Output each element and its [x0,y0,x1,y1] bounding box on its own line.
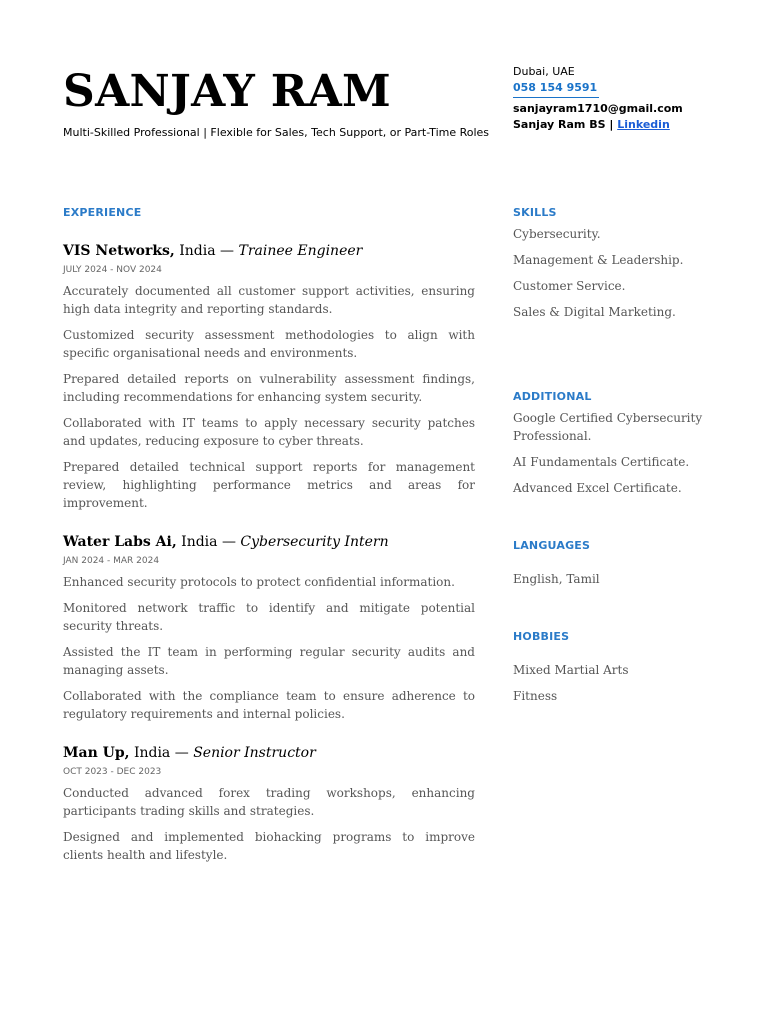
hobbies-section [513,629,743,713]
skill-item: Cybersecurity. [513,227,601,241]
job-company: VIS Networks, [63,243,175,259]
job-bullet: Prepared detailed reports on vulnerability assessment findings, including recommendations for enhancing system security. [63,372,475,404]
job-location: India — [174,243,239,259]
job-location: India — [176,534,241,550]
phone-link[interactable]: 058 154 9591 [513,81,598,94]
job-bullet: Customized security assessment methodologies to align with specific organisational needs and environments. [63,328,475,360]
profile-name: Sanjay Ram BS | [513,118,614,131]
job-bullet: Enhanced security protocols to protect confidential information. [63,575,455,589]
tagline: Multi-Skilled Professional | Flexible for Sales, Tech Support, or Part-Time Roles [63,126,490,139]
linkedin-link[interactable]: Linkedin [617,118,670,131]
job-bullet: Conducted advanced forex trading workshops, enhancing participants trading skills and strategies. [63,786,475,818]
skill-item: Sales & Digital Marketing. [513,305,676,319]
skill-item: Management & Leadership. [513,253,684,267]
job-role: Cybersecurity Intern [240,534,389,550]
additional-section [513,389,743,505]
job-dates: JULY 2024 - NOV 2024 [63,265,162,275]
contact-block [513,64,753,133]
job-location: India — [129,745,194,761]
job-entry [63,532,475,723]
hobby-item: Fitness [513,689,558,703]
profile-line [513,117,753,133]
hobbies-heading: HOBBIES [513,630,570,643]
job-entry [63,241,475,512]
job-bullet: Collaborated with IT teams to apply necessary security patches and updates, reducing exposure to cyber threats. [63,416,475,448]
additional-item: AI Fundamentals Certificate. [513,455,690,469]
job-title [63,241,475,261]
job-bullet: Designed and implemented biohacking programs to improve clients health and lifestyle. [63,830,475,862]
job-bullet: Monitored network traffic to identify and mitigate potential security threats. [63,601,475,633]
job-dates: OCT 2023 - DEC 2023 [63,767,162,777]
job-role: Senior Instructor [193,745,316,761]
additional-heading: ADDITIONAL [513,390,592,403]
job-bullet: Accurately documented all customer support activities, ensuring high data integrity and reporting standards. [63,284,475,316]
job-role: Trainee Engineer [238,243,363,259]
location: Dubai, UAE [513,65,575,78]
skills-section [513,205,743,329]
additional-item: Google Certified Cybersecurity Professional. [513,411,703,443]
experience-heading: EXPERIENCE [63,206,142,219]
skills-heading: SKILLS [513,206,557,219]
job-title [63,743,475,763]
job-bullet: Prepared detailed technical support reports for management review, highlighting performance metrics and areas for improvement. [63,460,475,510]
job-title [63,532,475,552]
job-bullet: Assisted the IT team in performing regular security audits and managing assets. [63,645,475,677]
job-company: Man Up, [63,745,130,761]
experience-section [63,205,475,864]
additional-item: Advanced Excel Certificate. [513,481,682,495]
email-address[interactable]: sanjayram1710@gmail.com [513,102,683,115]
job-bullet: Collaborated with the compliance team to ensure adherence to regulatory requirements and internal policies. [63,689,475,721]
skill-item: Customer Service. [513,279,626,293]
job-dates: JAN 2024 - MAR 2024 [63,556,160,566]
candidate-name: SANJAY RAM [63,66,392,117]
language-item: English, Tamil [513,572,600,586]
job-entry [63,743,475,864]
job-company: Water Labs Ai, [63,534,177,550]
languages-section [513,538,743,596]
phone-underline [513,97,599,98]
languages-heading: LANGUAGES [513,539,591,552]
hobby-item: Mixed Martial Arts [513,663,629,677]
